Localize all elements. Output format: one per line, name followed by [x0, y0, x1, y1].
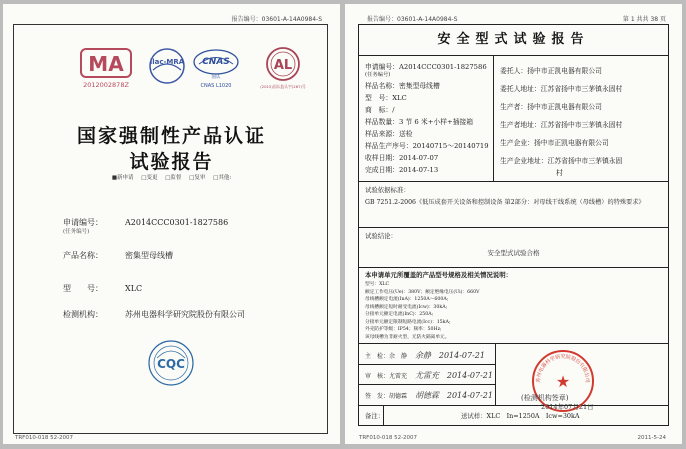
signature-row-divider	[359, 364, 495, 365]
client-row: 生产企业：扬中市正凯电器有限公司	[500, 139, 609, 147]
cover-title-line1: 国家强制性产品认证	[76, 125, 266, 147]
apply-type-supervision: □监督	[165, 175, 182, 181]
client-row: 村	[556, 169, 563, 177]
signature-divider	[495, 344, 496, 405]
ilac-logo-text: ilac-MRA	[149, 58, 185, 66]
scope-line: 型号：XLC	[365, 282, 390, 287]
info-row: 型 号：XLC	[365, 94, 407, 102]
sample-info-left-column	[359, 56, 494, 181]
ma-logo-code: 2012002878Z	[83, 81, 129, 89]
client-row: 委托人地址：江苏省扬中市三茅镇永固村	[500, 85, 623, 93]
client-row: 委托人：扬中市正凯电器有限公司	[500, 67, 602, 75]
product-name-value: 密集型母线槽	[125, 251, 173, 260]
test-conclusion-section	[358, 228, 669, 268]
scope-line: 分接单元额定电流(InC)：250A;	[365, 312, 434, 317]
al-logo-code: (2015)国认监认字(267)号	[260, 84, 306, 89]
product-scope-label: 本申请单元所覆盖的产品型号规格及相关情况说明：	[365, 271, 512, 279]
issuer-signature-row: 签 发：胡德霖 胡德霖 2014-07-21	[365, 391, 493, 400]
cqc-logo-text: CQC	[157, 357, 185, 371]
testing-lab-label: 检测机构：	[63, 310, 103, 319]
issuer-signature: 胡德霖	[414, 391, 439, 400]
seal-star-icon: ★	[555, 372, 571, 391]
product-name-field	[63, 250, 173, 261]
inspector-signature-row: 主 检：余 静 余静 2014-07-21	[365, 351, 485, 360]
cma-logo	[77, 46, 135, 92]
signature-section	[358, 344, 669, 406]
info-row: 申请编号：A2014CCC0301-1827586	[365, 63, 487, 71]
cover-title-line2: 试验报告	[129, 151, 214, 173]
test-standard-section	[358, 182, 669, 228]
report-page-1	[345, 4, 682, 444]
model-value: XLC	[125, 284, 143, 293]
page-form-code: TRF010-018 52-2007	[359, 435, 418, 441]
stamp-date: 2014年07月21日	[541, 403, 594, 411]
cover-form-code: TRF010-018 52-2007	[15, 435, 74, 441]
product-scope-section	[358, 268, 669, 344]
testing-lab-value: 苏州电器科学研究院股份有限公司	[125, 310, 245, 319]
info-row: 样品生产序号：20140715～20140719	[365, 142, 489, 150]
signature-row-divider	[359, 384, 495, 385]
apply-type-new: ■新申请	[111, 175, 134, 181]
client-row: 生产者地址：江苏省扬中市三茅镇永固村	[500, 121, 623, 129]
scope-line: 额定工作电压(Ue)：380V；额定绝缘电压(Ui)：660V	[365, 289, 480, 295]
test-conclusion-text: 安全型式试验合格	[487, 249, 540, 257]
info-row: 样品来源：送检	[365, 130, 413, 138]
scope-line: 母线槽额定电流(InA)：1250A～600A;	[365, 297, 449, 302]
info-row: 完成日期：2014-07-13	[365, 166, 439, 174]
application-number-value: A2014CCC0301-1827586	[125, 218, 229, 227]
apply-type-review: □复审	[189, 175, 206, 181]
testing-lab-field	[63, 309, 245, 320]
model-field	[63, 283, 142, 294]
al-logo-text: AL	[273, 58, 293, 73]
remarks-value: 送试样：XLC In=1250A Icw=30kA	[461, 412, 580, 420]
test-standard-label: 试验依据标准：	[365, 186, 410, 194]
apply-type-change: □变更	[141, 175, 158, 181]
cnas-logo	[191, 46, 241, 92]
apply-type-other: □其他:	[213, 175, 232, 181]
info-row: (任务编号)	[365, 72, 391, 78]
test-standard-text: GB 7251.2-2006《低压成套开关设备和控制设备 第2部分：对母线干线系统（母线槽）的特殊要求》	[365, 199, 645, 206]
client-row: 生产企业地址：江苏省扬中市三茅镇永固	[500, 157, 623, 165]
stamp-label: (检测机构签章)	[521, 394, 569, 402]
accreditation-logos	[23, 46, 320, 96]
application-number-label: 申请编号：	[63, 218, 103, 227]
reviewer-signature-row: 审 核：尤雷充 尤雷充 2014-07-21	[365, 371, 493, 380]
ma-logo-text: MA	[88, 52, 124, 76]
application-type-checkboxes	[3, 173, 340, 181]
remarks-row	[358, 406, 669, 426]
cnas-logo-sub: 国认	[211, 75, 221, 80]
info-row: 样品名称：密集型母线槽	[365, 82, 440, 90]
al-accreditation-logo	[255, 46, 311, 92]
info-row: 收样日期：2014-07-07	[365, 154, 439, 162]
sample-info-table	[358, 56, 669, 182]
info-row: 样品数量：3 节 6 米+小样+插接箱	[365, 118, 474, 126]
ilac-mra-logo	[145, 46, 189, 92]
cqc-logo	[146, 338, 196, 388]
scope-line: 母线槽额定短时耐受电流(Icw)：30kA;	[365, 304, 448, 310]
cnas-logo-text: CNAS	[202, 57, 230, 67]
client-row: 生产者：扬中市正凯电器有限公司	[500, 103, 602, 111]
info-row: 商 标：/	[365, 106, 395, 114]
report-title: 安全型式试验报告	[358, 24, 669, 56]
scope-line: 该母线槽为非耐火型，无防火隔离单元。	[365, 334, 450, 340]
report-cover-page	[3, 4, 340, 444]
reviewer-signature: 尤雷充	[414, 371, 439, 380]
page-number: 第 1 共共 38 页	[622, 16, 666, 23]
issuer-sign-date: 2014-07-21	[446, 391, 493, 400]
product-name-label: 产品名称：	[63, 251, 103, 260]
remarks-label: 备注：	[365, 412, 385, 420]
application-number-field	[63, 217, 229, 235]
test-conclusion-label: 试验结论：	[365, 232, 397, 240]
page-report-number: 报告编号：03601-A-14A0984-S	[367, 16, 458, 23]
scope-line: 分接单元额定限制短路电流(Icc)：15kA;	[365, 319, 451, 325]
task-number-sublabel: (任务编号)	[63, 229, 90, 235]
model-label: 型 号：	[63, 284, 103, 293]
client-info-right-column	[494, 56, 668, 181]
cover-report-number: 报告编号：03601-A-14A0984-S	[231, 16, 322, 23]
page-date-code: 2011-5-24	[637, 435, 666, 441]
scope-line: 外壳防护等级：IP54；频率：50Hz;	[365, 327, 442, 332]
seal-text: 苏州电器科学研究院股份有限公司	[535, 354, 591, 383]
reviewer-sign-date: 2014-07-21	[446, 371, 493, 380]
inspector-signature: 余静	[414, 351, 431, 360]
inspector-sign-date: 2014-07-21	[438, 351, 485, 360]
cnas-logo-code: CNAS L1020	[200, 83, 232, 89]
